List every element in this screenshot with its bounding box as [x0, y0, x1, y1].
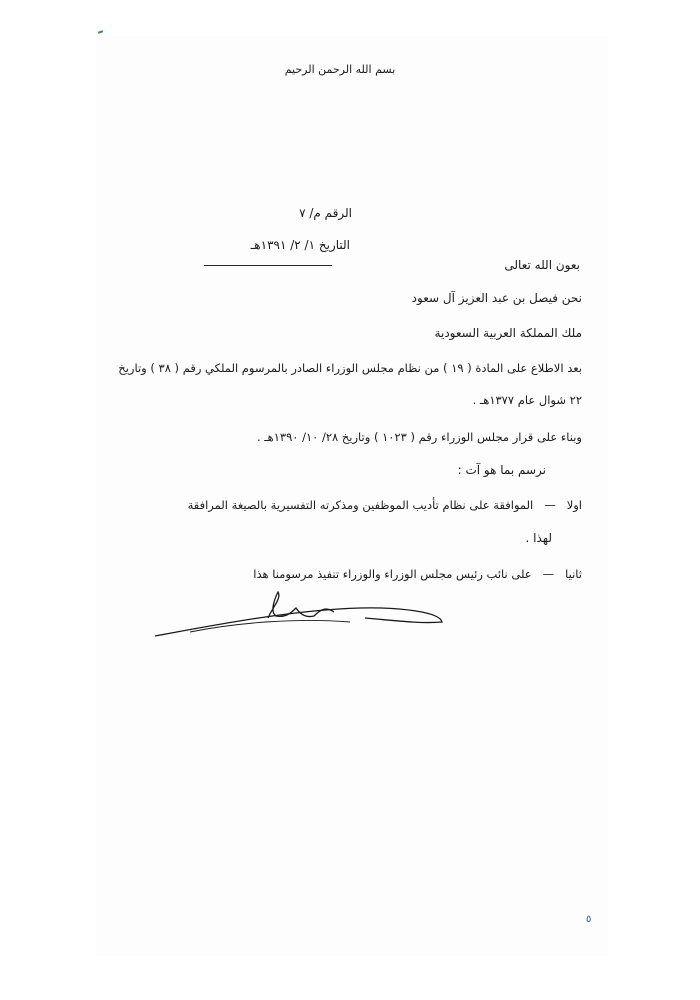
scanned-sheet	[96, 36, 608, 956]
clause-separator: —	[535, 567, 562, 581]
signature-icon	[150, 588, 450, 648]
margin-tick-mark	[98, 30, 103, 34]
signature-stroke-loop	[268, 592, 334, 618]
paragraph-council-decision: وبناء على قرار مجلس الوزراء رقم ( ١٠٢٣ ) وتاريخ ٢٨/ ١٠/ ١٣٩٠هـ .	[256, 430, 582, 444]
clause-first-label: اولا	[566, 498, 582, 512]
clause-second-label: ثانيا	[565, 567, 582, 581]
clause-separator: —	[536, 498, 564, 512]
clause-first-text: الموافقة على نظام تأديب الموظفين ومذكرته التفسيرية بالصيغة المرافقة	[187, 498, 534, 512]
invocation: بعون الله تعالى	[504, 258, 580, 272]
clause-first-continuation: لهذا .	[525, 531, 552, 545]
clause-second	[253, 567, 582, 581]
date-underline	[204, 265, 332, 266]
reference-date: التاريخ ١/ ٢/ ١٣٩١هـ	[250, 238, 350, 252]
king-title: ملك المملكة العربية السعودية	[434, 326, 582, 340]
decree-line: نرسم بما هو آت :	[457, 463, 546, 477]
basmala: بسم الله الرحمن الرحيم	[284, 63, 396, 76]
corner-page-mark: ٥	[586, 914, 592, 925]
reference-number: الرقم م/ ٧	[299, 206, 352, 220]
paragraph-preamble: بعد الاطلاع على المادة ( ١٩ ) من نظام مجلس الوزراء الصادر بالمرسوم الملكي رقم ( ٣٨ ) وتاريخ	[118, 361, 582, 375]
paragraph-preamble-continuation: ٢٢ شوال عام ١٣٧٧هـ .	[472, 393, 582, 407]
signature-stroke-flourish	[190, 620, 350, 632]
clause-first	[122, 498, 582, 512]
clause-second-text: على نائب رئيس مجلس الوزراء والوزراء تنفيذ مرسومنا هذا	[253, 567, 532, 581]
king-name: نحن فيصل بن عبد العزيز آل سعود	[411, 291, 582, 305]
